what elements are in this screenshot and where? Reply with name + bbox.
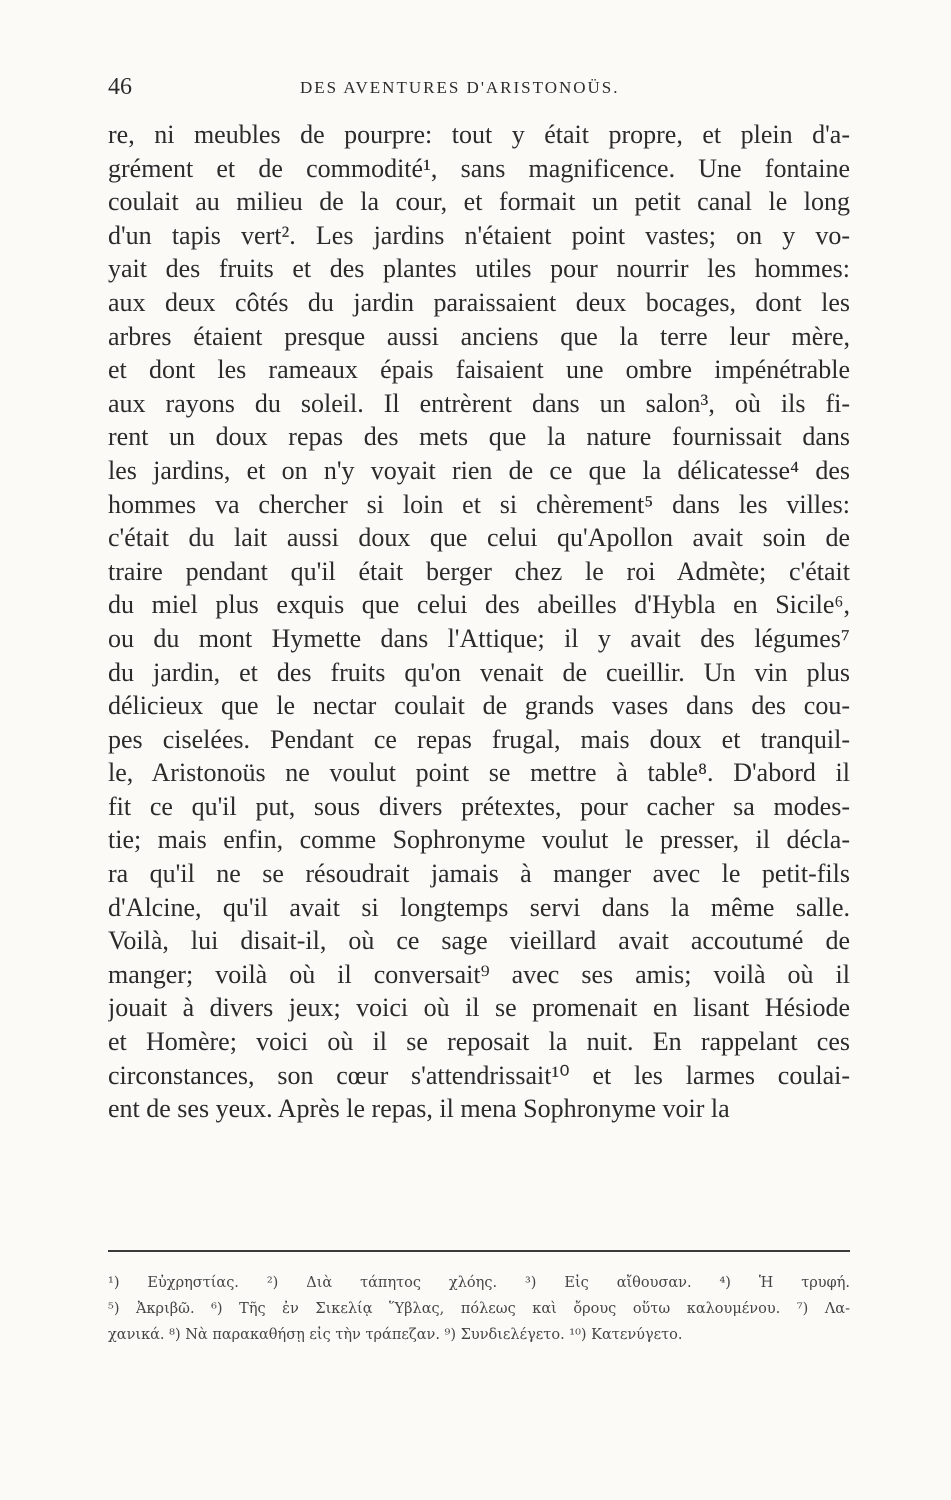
footnote-line: ¹) Εὐχρηστίας. ²) Διὰ τάπητος χλόης. ³) Εἰς αἴθουσαν. ⁴) Ἡ τρυφή. xyxy=(108,1275,850,1291)
text-line: pes ciselées. Pendant ce repas frugal, mais doux et tranquil- xyxy=(108,724,850,754)
text-line: c'était du lait aussi doux que celui qu'Apollon avait soin de xyxy=(108,523,850,553)
text-line: Voilà, lui disait-il, où ce sage vieillard avait accoutumé de xyxy=(108,926,850,956)
text-line: ent de ses yeux. Après le repas, il mena Sophronyme voir la xyxy=(108,1094,730,1124)
text-line: tie; mais enfin, comme Sophronyme voulut le presser, il décla- xyxy=(108,825,850,855)
text-line: circonstances, son cœur s'attendrissait¹⁰ et les larmes coulai- xyxy=(108,1060,850,1090)
text-line: les jardins, et on n'y voyait rien de ce que la délicatesse⁴ des xyxy=(108,455,850,485)
footnotes xyxy=(108,1270,850,1348)
text-line: aux deux côtés du jardin paraissaient deux bocages, dont les xyxy=(108,287,850,317)
running-head: DES AVENTURES D'ARISTONOÜS. xyxy=(300,78,620,97)
text-line: le, Aristonoüs ne voulut point se mettre à table⁸. D'abord il xyxy=(108,758,850,788)
text-line: coulait au milieu de la cour, et formait un petit canal le long xyxy=(108,187,850,217)
text-line: délicieux que le nectar coulait de grands vases dans des cou- xyxy=(108,691,850,721)
text-line: d'Alcine, qu'il avait si longtemps servi dans la même salle. xyxy=(108,892,850,922)
text-line: et dont les rameaux épais faisaient une ombre impénétrable xyxy=(108,355,850,385)
text-line: aux rayons du soleil. Il entrèrent dans un salon³, où ils fi- xyxy=(108,388,850,418)
text-line: arbres étaient presque aussi anciens que la terre leur mère, xyxy=(108,321,850,351)
text-line: ou du mont Hymette dans l'Attique; il y avait des légumes⁷ xyxy=(108,623,850,653)
text-line: du jardin, et des fruits qu'on venait de cueillir. Un vin plus xyxy=(108,657,850,687)
text-line: jouait à divers jeux; voici où il se promenait en lisant Hésiode xyxy=(108,993,850,1023)
page-number: 46 xyxy=(108,74,132,100)
text-line: traire pendant qu'il était berger chez le roi Admète; c'était xyxy=(108,556,850,586)
text-line: yait des fruits et des plantes utiles pour nourrir les hommes: xyxy=(108,254,850,284)
text-line: hommes va chercher si loin et si chèrement⁵ dans les villes: xyxy=(108,489,850,519)
text-line: ra qu'il ne se résoudrait jamais à manger avec le petit-fils xyxy=(108,859,850,889)
text-line: manger; voilà où il conversait⁹ avec ses amis; voilà où il xyxy=(108,959,850,989)
text-line: du miel plus exquis que celui des abeilles d'Hybla en Sicile⁶, xyxy=(108,590,850,620)
text-line: re, ni meubles de pourpre: tout y était propre, et plein d'a- xyxy=(108,120,850,149)
footnote-line: ⁵) Ἀκριβῶ. ⁶) Τῆς ἐν Σικελίᾳ Ὕβλας, πόλεως καὶ ὄρους οὕτω καλουμένου. ⁷) Λα- xyxy=(108,1301,850,1317)
text-line: et Homère; voici où il se reposait la nuit. En rappelant ces xyxy=(108,1027,850,1057)
text-line: rent un doux repas des mets que la nature fournissait dans xyxy=(108,422,850,452)
text-line: grément et de commodité¹, sans magnificence. Une fontaine xyxy=(108,153,850,183)
text-line: fit ce qu'il put, sous divers prétextes, pour cacher sa modes- xyxy=(108,791,850,821)
text-line: d'un tapis vert². Les jardins n'étaient point vastes; on y vo- xyxy=(108,220,850,250)
footnote-line: χανικά. ⁸) Νὰ παρακαθήσῃ εἰς τὴν τράπεζαν. ⁹) Συνδιελέγετο. ¹⁰) Κατενύγετο. xyxy=(108,1327,683,1343)
body-text xyxy=(108,118,850,1126)
footnote-rule xyxy=(108,1250,850,1252)
